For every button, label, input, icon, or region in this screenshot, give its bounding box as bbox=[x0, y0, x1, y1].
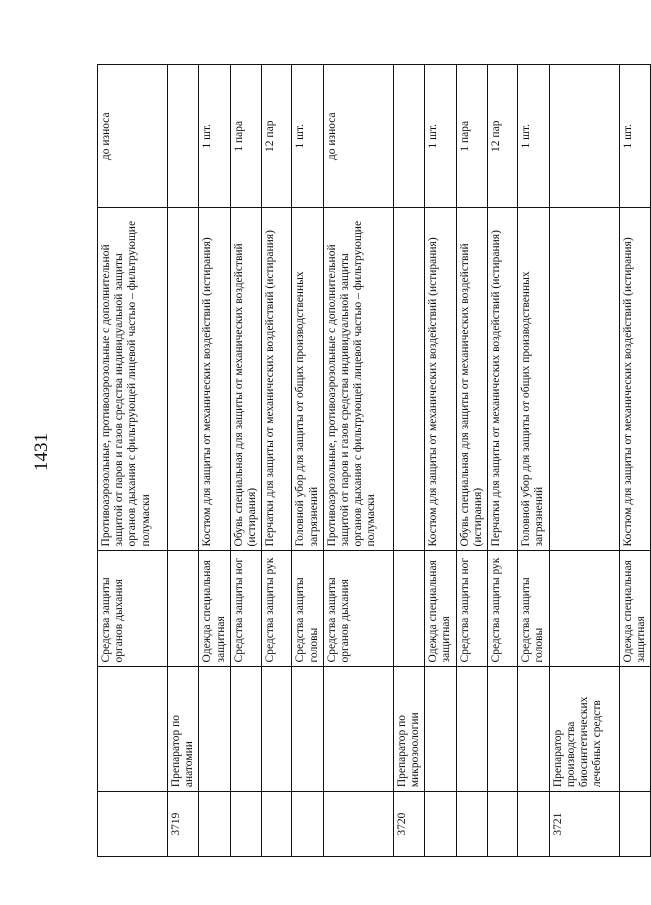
cell-code bbox=[262, 792, 292, 857]
cell-ppe-type bbox=[168, 551, 199, 667]
cell-issue-norm: 1 пара bbox=[456, 65, 487, 208]
cell-profession bbox=[199, 667, 230, 792]
cell-profession bbox=[292, 667, 323, 792]
cell-ppe-type: Одежда специальная защитная bbox=[425, 551, 456, 667]
cell-profession bbox=[456, 667, 487, 792]
rotated-table-container bbox=[97, 64, 647, 857]
cell-issue-norm: до износа bbox=[98, 65, 168, 208]
cell-code bbox=[456, 792, 487, 857]
cell-profession bbox=[323, 667, 393, 792]
cell-ppe-description bbox=[393, 208, 424, 551]
table-row bbox=[456, 65, 487, 857]
cell-code bbox=[292, 792, 323, 857]
cell-ppe-type: Средства защиты органов дыхания bbox=[98, 551, 168, 667]
cell-profession: Препаратор по анатомии bbox=[168, 667, 199, 792]
cell-profession bbox=[98, 667, 168, 792]
cell-ppe-description bbox=[549, 208, 619, 551]
cell-profession bbox=[619, 667, 650, 792]
cell-code bbox=[98, 792, 168, 857]
cell-ppe-type: Средства защиты рук bbox=[488, 551, 518, 667]
cell-issue-norm: 1 шт. bbox=[292, 65, 323, 208]
cell-ppe-type: Средства защиты рук bbox=[262, 551, 292, 667]
cell-code bbox=[425, 792, 456, 857]
cell-profession bbox=[262, 667, 292, 792]
cell-ppe-description: Костюм для защиты от механических воздействий (истирания) bbox=[425, 208, 456, 551]
table-row bbox=[425, 65, 456, 857]
table-row bbox=[262, 65, 292, 857]
cell-code bbox=[619, 792, 650, 857]
cell-issue-norm: 1 шт. bbox=[199, 65, 230, 208]
table-row bbox=[98, 65, 168, 857]
cell-issue-norm: 12 пар bbox=[488, 65, 518, 208]
cell-code bbox=[199, 792, 230, 857]
cell-issue-norm bbox=[168, 65, 199, 208]
table-row bbox=[393, 65, 424, 857]
table-row bbox=[488, 65, 518, 857]
cell-issue-norm: до износа bbox=[323, 65, 393, 208]
cell-ppe-description: Головной убор для защиты от общих производственных загрязнений bbox=[292, 208, 323, 551]
cell-ppe-description: Противоаэрозольные, противоаэрозольные с дополнительной защитой от паров и газов средства индивидуальной защиты органов дыхания с фильтрующей лицевой частью – фильтрующие полумаски bbox=[98, 208, 168, 551]
cell-ppe-description: Костюм для защиты от механических воздействий (истирания) bbox=[199, 208, 230, 551]
cell-ppe-description: Противоаэрозольные, противоаэрозольные с дополнительной защитой от паров и газов средства индивидуальной защиты органов дыхания с фильтрующей лицевой частью – фильтрующие полумаски bbox=[323, 208, 393, 551]
cell-profession: Препаратор производства биосинтетических лечебных средств bbox=[549, 667, 619, 792]
cell-issue-norm: 1 шт. bbox=[619, 65, 650, 208]
table-row bbox=[168, 65, 199, 857]
cell-code: 3720 bbox=[393, 792, 424, 857]
cell-issue-norm: 1 шт. bbox=[425, 65, 456, 208]
table-body bbox=[98, 65, 651, 857]
table-row bbox=[323, 65, 393, 857]
cell-profession bbox=[518, 667, 549, 792]
page-number: 1431 bbox=[31, 433, 52, 471]
cell-ppe-description bbox=[168, 208, 199, 551]
table-row bbox=[518, 65, 549, 857]
cell-code bbox=[230, 792, 261, 857]
cell-ppe-description: Обувь специальная для защиты от механических воздействий (истирания) bbox=[456, 208, 487, 551]
cell-code bbox=[323, 792, 393, 857]
cell-ppe-type: Одежда специальная защитная bbox=[199, 551, 230, 667]
cell-profession bbox=[425, 667, 456, 792]
table-row bbox=[549, 65, 619, 857]
cell-profession: Препаратор по микрозоологии bbox=[393, 667, 424, 792]
cell-profession bbox=[230, 667, 261, 792]
cell-issue-norm: 1 шт. bbox=[518, 65, 549, 208]
table-row bbox=[230, 65, 261, 857]
cell-code bbox=[518, 792, 549, 857]
cell-ppe-type: Средства защиты ног bbox=[230, 551, 261, 667]
cell-ppe-type: Средства защиты ног bbox=[456, 551, 487, 667]
cell-ppe-type: Средства защиты органов дыхания bbox=[323, 551, 393, 667]
cell-ppe-type bbox=[549, 551, 619, 667]
cell-ppe-type: Средства защиты головы bbox=[518, 551, 549, 667]
cell-issue-norm bbox=[549, 65, 619, 208]
cell-ppe-type: Одежда специальная защитная bbox=[619, 551, 650, 667]
cell-ppe-description: Перчатки для защиты от механических воздействий (истирания) bbox=[488, 208, 518, 551]
cell-issue-norm bbox=[393, 65, 424, 208]
cell-ppe-description: Костюм для защиты от механических воздействий (истирания) bbox=[619, 208, 650, 551]
cell-code: 3719 bbox=[168, 792, 199, 857]
cell-profession bbox=[488, 667, 518, 792]
cell-ppe-description: Обувь специальная для защиты от механических воздействий (истирания) bbox=[230, 208, 261, 551]
table-row bbox=[292, 65, 323, 857]
ppe-norms-table bbox=[97, 64, 651, 857]
cell-ppe-type bbox=[393, 551, 424, 667]
cell-ppe-description: Головной убор для защиты от общих производственных загрязнений bbox=[518, 208, 549, 551]
table-row bbox=[199, 65, 230, 857]
cell-code: 3721 bbox=[549, 792, 619, 857]
cell-issue-norm: 1 пара bbox=[230, 65, 261, 208]
cell-code bbox=[488, 792, 518, 857]
cell-ppe-description: Перчатки для защиты от механических воздействий (истирания) bbox=[262, 208, 292, 551]
cell-ppe-type: Средства защиты головы bbox=[292, 551, 323, 667]
cell-issue-norm: 12 пар bbox=[262, 65, 292, 208]
table-row bbox=[619, 65, 650, 857]
